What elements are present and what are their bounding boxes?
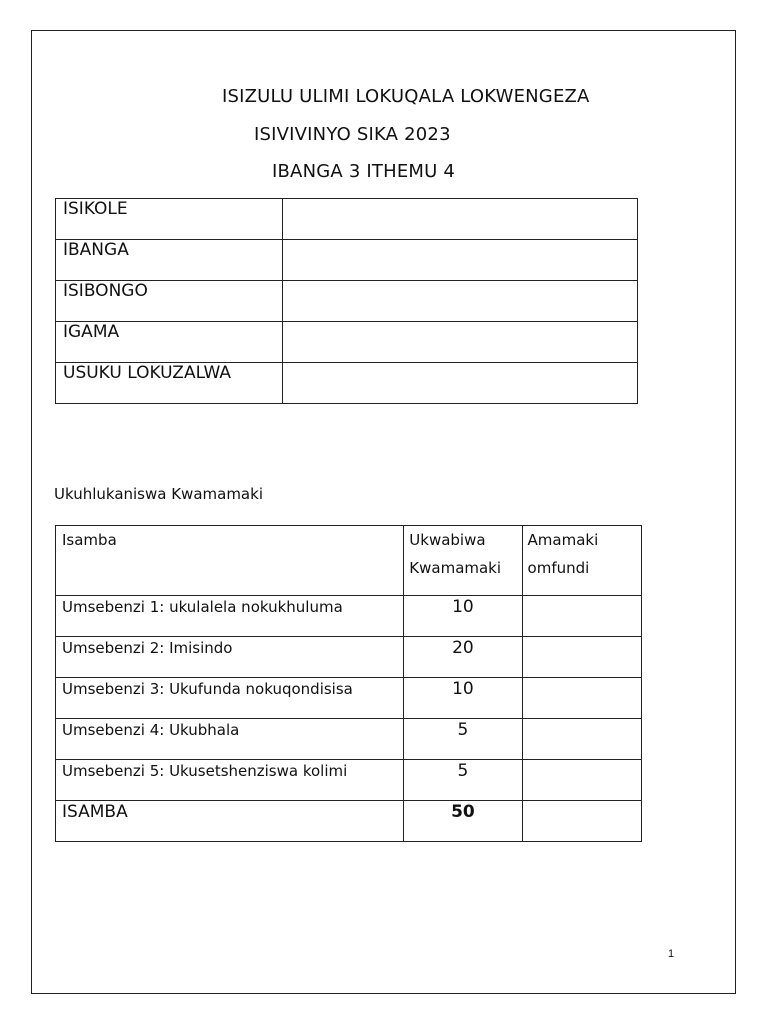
header-allocated-line2: Kwamamaki (409, 559, 502, 577)
info-label: ISIKOLE (56, 199, 283, 240)
header-learner-marks (522, 526, 641, 596)
info-label: IBANGA (56, 240, 283, 281)
info-label: IGAMA (56, 322, 283, 363)
page-number: 1 (668, 948, 675, 960)
document-title: ISIZULU ULIMI LOKUQALA LOKWENGEZA (222, 86, 590, 107)
learner-marks-field[interactable] (522, 719, 641, 760)
header-learner-line2: omfundi (527, 559, 590, 577)
info-value-field[interactable] (283, 199, 638, 240)
info-value-field[interactable] (283, 322, 638, 363)
learner-marks-field[interactable] (522, 678, 641, 719)
task-name: Umsebenzi 4: Ukubhala (56, 719, 404, 760)
total-marks: 50 (404, 801, 522, 842)
info-row-name (56, 322, 638, 363)
info-row-grade (56, 240, 638, 281)
table-row (56, 637, 642, 678)
info-label: USUKU LOKUZALWA (56, 363, 283, 404)
info-value-field[interactable] (283, 363, 638, 404)
table-row (56, 596, 642, 637)
total-label: ISAMBA (56, 801, 404, 842)
table-row (56, 678, 642, 719)
info-value-field[interactable] (283, 281, 638, 322)
document-subtitle: ISIVIVINYO SIKA 2023 (254, 124, 451, 145)
header-allocated-marks (404, 526, 522, 596)
task-name: Umsebenzi 2: Imisindo (56, 637, 404, 678)
marks-section-title: Ukuhlukaniswa Kwamamaki (54, 485, 263, 503)
table-row (56, 719, 642, 760)
allocated-marks: 5 (404, 760, 522, 801)
task-name: Umsebenzi 5: Ukusetshenziswa kolimi (56, 760, 404, 801)
learner-marks-field[interactable] (522, 760, 641, 801)
header-allocated-line1: Ukwabiwa (409, 531, 486, 549)
learner-marks-field[interactable] (522, 637, 641, 678)
task-name: Umsebenzi 3: Ukufunda nokuqondisisa (56, 678, 404, 719)
info-row-birthdate (56, 363, 638, 404)
document-grade-term: IBANGA 3 ITHEMU 4 (272, 161, 456, 182)
info-value-field[interactable] (283, 240, 638, 281)
task-name: Umsebenzi 1: ukulalela nokukhuluma (56, 596, 404, 637)
allocated-marks: 5 (404, 719, 522, 760)
table-header-row (56, 526, 642, 596)
learner-marks-field[interactable] (522, 596, 641, 637)
total-row (56, 801, 642, 842)
info-label: ISIBONGO (56, 281, 283, 322)
allocated-marks: 10 (404, 596, 522, 637)
allocated-marks: 20 (404, 637, 522, 678)
table-row (56, 760, 642, 801)
header-learner-line1: Amamaki (527, 531, 599, 549)
info-row-school (56, 199, 638, 240)
info-row-surname (56, 281, 638, 322)
marks-allocation-table (55, 525, 642, 842)
learner-info-table (55, 198, 638, 404)
learner-total-field[interactable] (522, 801, 641, 842)
header-total: Isamba (56, 526, 404, 596)
allocated-marks: 10 (404, 678, 522, 719)
